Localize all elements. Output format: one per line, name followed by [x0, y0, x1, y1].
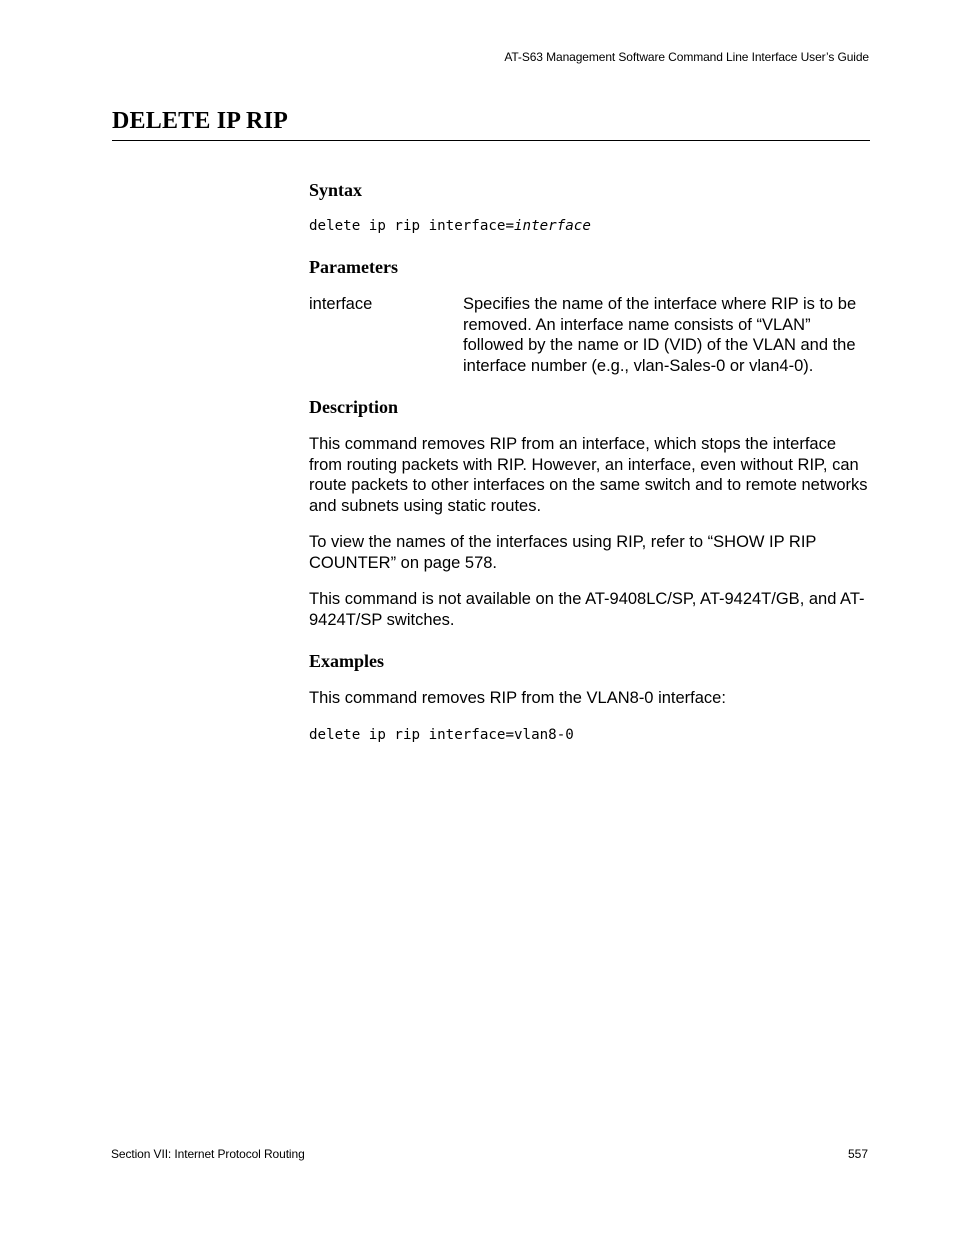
example-intro: This command removes RIP from the VLAN8-0 interface:	[309, 689, 726, 707]
parameters-heading: Parameters	[309, 257, 398, 277]
parameter-row	[309, 294, 870, 376]
page-title: DELETE IP RIP	[112, 108, 288, 134]
main-content	[309, 178, 870, 745]
examples-heading: Examples	[309, 651, 385, 671]
parameter-name: interface	[309, 295, 373, 313]
description-paragraph: This command removes RIP from an interface, which stops the interface from routing packets with RIP. However, an interface, even without RIP, can route packets to other interfaces on the same switch and to remote networks and subnets using static routes.	[309, 435, 868, 515]
running-header: AT-S63 Management Software Command Line Interface User’s Guide	[504, 50, 869, 64]
example-command: delete ip rip interface=vlan8-0	[309, 726, 574, 743]
footer-section: Section VII: Internet Protocol Routing	[111, 1147, 305, 1161]
parameter-description: Specifies the name of the interface where RIP is to be removed. An interface name consists of “VLAN” followed by the name or ID (VID) of the VLAN and the interface number (e.g., vlan-Sales-0 or vlan4-0).	[463, 295, 857, 375]
syntax-command	[309, 216, 870, 236]
syntax-argument: interface	[514, 218, 591, 234]
description-paragraph: This command is not available on the AT-9408LC/SP, AT-9424T/GB, and AT-9424T/SP switches.	[309, 590, 865, 629]
description-heading: Description	[309, 397, 398, 417]
footer-page-number: 557	[847, 1147, 868, 1161]
description-paragraph: To view the names of the interfaces using RIP, refer to “SHOW IP RIP COUNTER” on page 578.	[309, 533, 817, 572]
title-rule	[112, 140, 870, 141]
syntax-command-text: delete ip rip interface=	[309, 218, 514, 234]
syntax-heading: Syntax	[309, 180, 363, 200]
